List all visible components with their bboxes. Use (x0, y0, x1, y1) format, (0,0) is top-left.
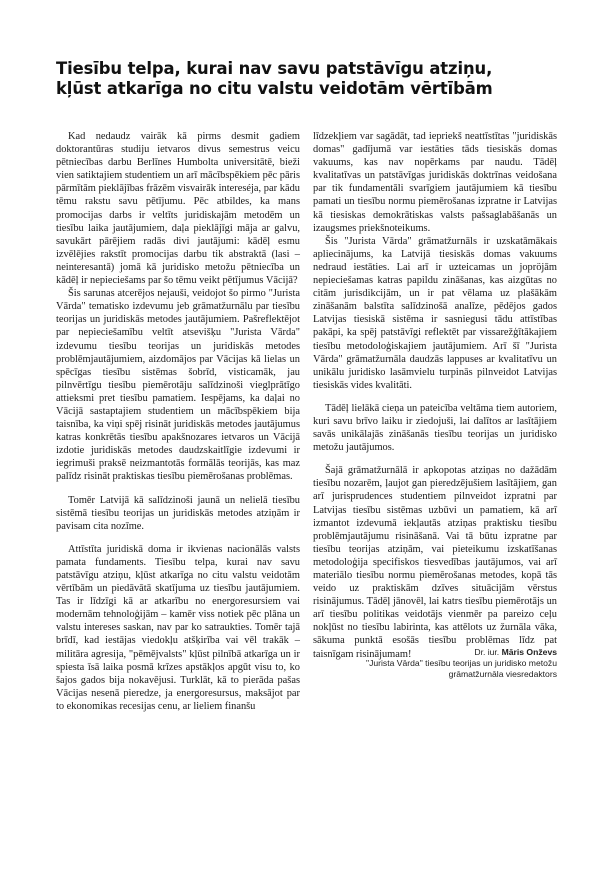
author-name: Māris Onževs (501, 647, 557, 657)
headline-line-1: Tiesību telpa, kurai nav savu patstāvīgu atziņu, (56, 59, 493, 78)
paragraph: Šis sarunas atcerējos nejauši, veidojot šo pirmo "Jurista Vārda" tematisko izdevumu jeb grāmatžurnālu par tiesību teorijas un juridiskās metodes jautājumiem. Pašreflektējot par nepieciešamību veltīt atsevišķu "Jurista Vārda" izdevumu tiesību teorijas un juridiskās metodes problēmjautājumiem, aizdomājos par Vācijas kā lielas un spēcīgas tiesību sistēmas šobrīd, visticamāk, jau pilnvērtīgu tiesību piemērotāju salīdzinoši vieglprātīgo attieksmi pret tiesību pamatiem. Iespējams, ka daļai no Vācijā sastaptajiem studentiem un mācībspēkiem bija taisnība, ka viņi spēj risināt juridiskās metodes jautājumus katras konkrētās tiesību apakšnozares ietvaros un Vācijā izdotie juridiskās metodes daudzskaitlīgie izdevumi ir iegrimuši praksē neizmantotās formālās teorijās, kas maz palīdz risināt praktiskas tiesību piemērošanas problēmas. (56, 288, 300, 483)
left-text-column (56, 130, 300, 713)
paragraph: līdzekļiem var sagādāt, tad iepriekš neattīstītas "juridiskās domas" gadījumā var iestāties tāds tiesiskās domas vakuums, kas nav nopērkams par naudu. Tādēļ kvalitatīvas un patstāvīgas juridiskās doktrīnas veidošana par tik fundamentāli svarīgiem jautājumiem kā tiesību pamati un tiesību normu piemērošanas izpratne ir Latvijas kā tiesiskas demokrātiskas valsts pašsaglabāšanās un izaugsmes priekšnoteikums. (313, 131, 557, 234)
author-signature (313, 647, 557, 680)
paragraph: Šis "Jurista Vārda" grāmatžurnāls ir uzskatāmākais apliecinājums, ka Latvijā tiesiskās domas vakuums nedraud iestāties. Lai arī ir uzteicamas un jopröjām nepieciešamas katras papildu zināšanas, kas aizgūtas no citām jurisdikcijām, un ir pat vēlama uz plašākām zināšanām balstīta salīdzinošā analīze, pēdējos gados Latvijas tiesiskā sistēma ir sasniegusi tādu attīstības pakāpi, ka spēj patstāvīgi reflektēt par vissarežģītākajiem tiesību metodoloģiskajiem jautājumiem. Arī šī "Jurista Vārda" grāmatžurnāla daudzās lappuses ar kvalitatīvu un unikālu juridisko lasāmvielu turpinās pilnveidot Latvijas tiesiskās vides kvalitāti. (313, 235, 557, 391)
author-name-line (313, 647, 557, 658)
author-role-line-2: grāmatžurnāla viesredaktors (448, 669, 557, 679)
author-role-line-1: "Jurista Vārda" tiesību teorijas un juridisko metožu (366, 658, 557, 668)
paragraph: Kad nedaudz vairāk kā pirms desmit gadiem doktorantūras studiju ietvaros divus semestrus veicu pētniecības darbu Berlīnes Humbolta universitātē, bieži vien satiktajiem studentiem un arī mācībspēkiem pēc pāris pārmītām pieklājības frāzēm visvairāk intereséja, par kādu tēmu rakstu savu pētījumu. Pēc atbildes, ka mans promocijas darbs ir veltīts juridiskajām metodēm un tiesību laika jautājumiem, daļa pieklājīgi māja ar galvu, savukārt pārējiem radās divi jautājumi: kādēļ esmu izvēlējies rakstīt promocijas darbu tik abstraktā (lasi – neinteresantā) jomā kā juridisko metožu pētniecība un kādēļ ir nepieciešams par šo tēmu veikt pētījumus Vācijā? (56, 131, 300, 287)
paragraph: Attīstīta juridiskā doma ir ikvienas nacionālās valsts pamata fundaments. Tiesību telpa, kurai nav savu patstāvīgu atziņu, kļūst atkarīga no citu valstu veidotām vērtībām un piedāvātā skatījuma uz tiesību jautājumiem. Tas ir līdzīgi kā ar atkarību no energoresursiem vai modernām tehnoloģijām – kamēr viss notiek pēc plāna un valstu intereses saskan, nav par ko satraukties. Tomēr tajā brīdī, kad iestājas viedokļu atšķirība vai vēl trakāk – militāra agresija, "pēmējvalsts" kļūst pilnībā atkarīga un ir spiesta īsā laika posmā krīzes apstākļos apgūt visu to, ko šajos gados bija nokavējusi. Turklāt, kā to pierāda pašas Vācijas nesenā pieredze, ja energoresursus, maksājot par to ekonomikas recesijas cenu, ar lieliem finanšu (56, 543, 300, 712)
author-title: Dr. iur. (474, 647, 502, 657)
headline-line-2: kļūst atkarīga no citu valstu veidotām vērtībām (56, 79, 493, 98)
article-headline (56, 59, 526, 99)
right-text-column (313, 130, 557, 661)
paragraph: Tomēr Latvijā kā salīdzinoši jaunā un nelielā tiesību sistēmā tiesību teorijas un juridiskās metodes atziņām ir pavisam cita nozīme. (56, 494, 300, 532)
paragraph: Šajā grāmatžurnālā ir apkopotas atziņas no dažādām tiesību nozarēm, ļaujot gan pieredzējušiem lasītājiem, gan arī jurisprudences studentiem pilnveidot izpratni par Latvijas tiesību sistēmas uzbūvi un pamatiem, kā arī izmantot izdevumā iekļautās atziņas praktisku tiesību problēmjautājumu risināšanā. Vai tā būtu izpratne par tiesību teorijas atziņām, vai pieteikumu izskatīšanas metodoloģija specifiskos tiesvedības jautājumos, vai arī materiālo tiesību normu piemērošanas metodes, kopā tās veido uz praktiskām dzīves situācijām vērstus risinājumus. Tādēļ jānovēl, lai katrs tiesību piemērotājs un arī tiesību politikas veidotājs vienmēr pa pareizo ceļu nokļūst no tiesību labirinta, kas attēlots uz žurnāla vāka, sākuma punktā esošās tiesību problēmas līdz pat taisnīgam risinājumam! (313, 465, 557, 660)
paragraph: Tādēļ lielākā cieņa un pateicība veltāma tiem autoriem, kuri savu brīvo laiku ir ziedojuši, lai dalītos ar lasītājiem savās unikālajās zināšanās tiesību teorijas un juridisko metožu jautājumos. (313, 402, 557, 454)
